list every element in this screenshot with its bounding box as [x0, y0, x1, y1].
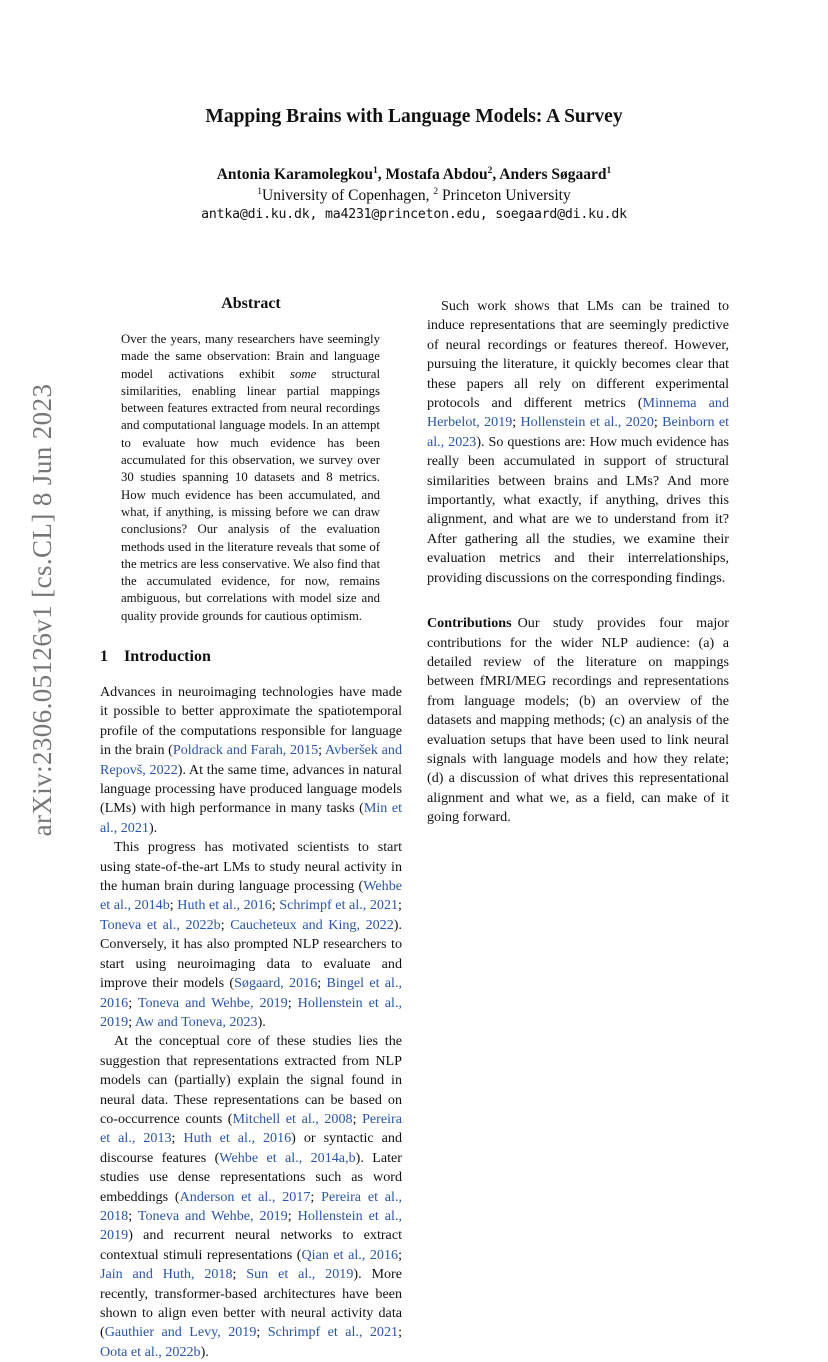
paragraph-text: ).: [257, 1013, 266, 1030]
arxiv-identifier: arXiv:2306.05126v1 [cs.CL] 8 Jun 2023: [27, 383, 57, 837]
paragraph-text: ;: [256, 1324, 268, 1341]
paragraph-text: ;: [653, 414, 663, 431]
citation-link[interactable]: Schrimpf et al., 2021: [267, 1324, 399, 1341]
contributions-label: Contributions: [427, 615, 512, 632]
paragraph-text: ;: [398, 1324, 402, 1341]
citation-link[interactable]: Wehbe et al., 2014a,b: [219, 1149, 356, 1166]
affil-mark: 1: [257, 186, 263, 197]
citation-link[interactable]: Bingel et al., 2016: [100, 975, 402, 1011]
paragraph-text: ).: [200, 1343, 209, 1360]
paragraph-text: ;: [232, 1266, 247, 1283]
paragraph-text: ;: [310, 1188, 322, 1205]
citation-link[interactable]: Toneva et al., 2022b: [100, 916, 221, 933]
paragraph-text: ;: [352, 1110, 363, 1127]
affiliation-name: University of Copenhagen: [262, 187, 426, 204]
paragraph-text: ;: [128, 1207, 138, 1224]
affiliations: $^1$University of Copenhagen, $^2$ Princeton University: [257, 186, 571, 204]
author-affil-mark: 1: [373, 165, 378, 176]
paragraph-text: ). So questions are: How much evidence has really been accumulated in support of structural similarities between brains and LMs? And more importantly, what exactly, if anything, drives this alignment, and what are we to understand from it? After gathering all the studies, we examine their evaluation metrics and their interrelationships, providing discussions on the corresponding findings.: [427, 433, 729, 586]
citation-link[interactable]: Sun et al., 2019: [246, 1266, 354, 1283]
section-number: 1: [100, 648, 108, 665]
citation-link[interactable]: Huth et al., 2016: [183, 1130, 292, 1147]
right-column-body: [427, 297, 729, 828]
paragraph-text: ;: [169, 897, 178, 914]
paragraph-text: Advances in neuroimaging technologies have made it possible to better approximate the spatiotemporal profile of the computations responsible for language in the brain (: [100, 684, 402, 759]
paragraph-text: ). Conversely, it has also prompted NLP researchers to start using neuroimaging data to evaluate and improve their models (: [100, 916, 402, 992]
intro-paragraph-2: [100, 838, 402, 1032]
citation-link[interactable]: Toneva and Wehbe, 2019: [137, 1207, 288, 1224]
author-name: Anders Søgaard: [499, 166, 607, 183]
paper-title: Mapping Brains with Language Models: A Survey: [205, 106, 623, 127]
citation-link[interactable]: Caucheteux and King, 2022: [230, 916, 394, 933]
citation-link[interactable]: Anderson et al., 2017: [179, 1188, 311, 1205]
paragraph-text: ) and recurrent neural networks to extract contextual stimuli representations (: [100, 1227, 402, 1263]
abstract-text: Over the years, many researchers have seemingly made the same observation: Brain and language model activations exhibit: [121, 332, 380, 381]
paragraph-text: ;: [287, 1207, 298, 1224]
contributions-paragraph: [427, 614, 729, 827]
abstract-body: [121, 331, 380, 625]
citation-link[interactable]: Hollenstein et al., 2019: [100, 994, 403, 1030]
citation-link[interactable]: Poldrack and Farah, 2015: [172, 742, 319, 759]
citation-link[interactable]: Schrimpf et al., 2021: [279, 897, 399, 914]
author-name: Antonia Karamolegkou: [216, 166, 374, 183]
intro-paragraph-3: [100, 1032, 402, 1362]
left-column-body: [100, 683, 402, 1362]
citation-link[interactable]: Pereira et al., 2018: [100, 1188, 403, 1224]
citation-link[interactable]: Huth et al., 2016: [177, 897, 272, 914]
paragraph-text: Such work shows that LMs can be trained to induce representations that are seemingly predictive of neural recordings or features thereof. However, pursuing the literature, it quickly becomes clear that these papers all rely on different experimental protocols and different metrics (: [427, 298, 729, 412]
citation-link[interactable]: Hollenstein et al., 2019: [100, 1207, 403, 1244]
citation-link[interactable]: Min et al., 2021: [100, 800, 402, 836]
affiliation-name: Princeton University: [441, 187, 571, 204]
paragraph-text: ;: [271, 897, 280, 914]
paragraph-text: ;: [128, 994, 138, 1011]
citation-link[interactable]: Minnema and Herbelot, 2019: [427, 395, 729, 431]
author-affil-mark: 2: [487, 165, 493, 176]
citation-link[interactable]: Søgaard, 2016: [234, 975, 318, 992]
citation-link[interactable]: Hollenstein et al., 2020: [520, 414, 654, 431]
citation-link[interactable]: Aw and Toneva, 2023: [134, 1013, 258, 1030]
paragraph-text: ;: [318, 742, 325, 759]
affil-mark: 2: [433, 186, 439, 197]
author-list: Antonia Karamolegkou$^1$, Mostafa Abdou$^2$, Anders Søgaard$^1$: [216, 165, 612, 183]
paragraph-text: ;: [317, 975, 327, 992]
abstract-text: structural similarities, enabling linear partial mappings between features extracted from neural recordings and computational language models. In an attempt to evaluate how much evidence has been accumulated for this observation, we survey over 30 studies spanning 10 datasets and 8 metrics. How much evidence has been accumulated, and what, if anything, is missing before we can draw conclusions? Our analysis of the evaluation methods used in the literature reveals that some of the metrics are less conservative. We also find that the accumulated evidence, for now, remains ambiguous, but correlations with model size and quality provide grounds for cautious optimism.: [121, 366, 381, 623]
paragraph-text: At the conceptual core of these studies lies the suggestion that representations extracted from NLP models can (partially) explain the signal found in neural data. These representations can be based on co-occurrence counts (: [100, 1033, 402, 1127]
citation-link[interactable]: Avberšek and Repovš, 2022: [100, 742, 402, 778]
paragraph-text: ;: [287, 994, 298, 1011]
paragraph-text: ;: [220, 916, 231, 933]
abstract-emphasis: some: [290, 366, 317, 381]
citation-link[interactable]: Gauthier and Levy, 2019: [104, 1324, 257, 1341]
citation-link[interactable]: Wehbe et al., 2014b: [100, 878, 402, 914]
citation-link[interactable]: Pereira et al., 2013: [100, 1110, 402, 1147]
author-affil-mark: 1: [606, 165, 612, 176]
section-title: Introduction: [124, 648, 211, 665]
paragraph-text: ).: [148, 819, 158, 836]
citation-link[interactable]: Beinborn et al., 2023: [427, 414, 729, 450]
paragraph-text: ;: [171, 1130, 184, 1147]
paragraph-text: ). More recently, transformer-based architectures have been shown to align even better with neural activity data (: [100, 1266, 402, 1341]
paragraph-text: ;: [398, 897, 402, 914]
section-heading-introduction: [100, 648, 211, 666]
intro-paragraph-4: [427, 297, 729, 588]
contributions-text: Our study provides four major contributions for the wider NLP audience: (a) a detailed review of the literature on mappings between fMRI/MEG recordings and representations from language models; (b) an overview of the datasets and mapping methods; (c) an analysis of the evaluation setups that have been used to link neural signals with language models and how they relate; (d) a discussion of what drives this representational alignment and what we, as a field, can make of it going forward.: [427, 615, 729, 826]
author-emails: antka@di.ku.dk, ma4231@princeton.edu, soegaard@di.ku.dk: [201, 207, 627, 222]
paragraph-text: This progress has motivated scientists to start using state-of-the-art LMs to study neural activity in the human brain during language processing (: [100, 839, 402, 895]
intro-paragraph-1: [100, 683, 402, 838]
paragraph-text: ). At the same time, advances in natural language processing have produced language models (LMs) with high performance in many tasks (: [100, 761, 403, 817]
paragraph-text: ) or syntactic and discourse features (: [100, 1130, 402, 1166]
citation-link[interactable]: Oota et al., 2022b: [100, 1343, 201, 1360]
citation-link[interactable]: Jain and Huth, 2018: [100, 1266, 233, 1283]
citation-link[interactable]: Qian et al., 2016: [301, 1246, 399, 1263]
paragraph-text: ). Later studies use dense representations such as word embeddings (: [100, 1149, 402, 1205]
citation-link[interactable]: Toneva and Wehbe, 2019: [137, 994, 288, 1011]
author-name: Mostafa Abdou: [385, 166, 488, 183]
paragraph-text: ;: [512, 414, 521, 431]
citation-link[interactable]: Mitchell et al., 2008: [232, 1110, 353, 1127]
paragraph-text: ;: [398, 1246, 402, 1263]
paragraph-text: ;: [128, 1013, 135, 1030]
arxiv-sidebar: [22, 378, 62, 842]
abstract-heading: Abstract: [221, 295, 281, 312]
